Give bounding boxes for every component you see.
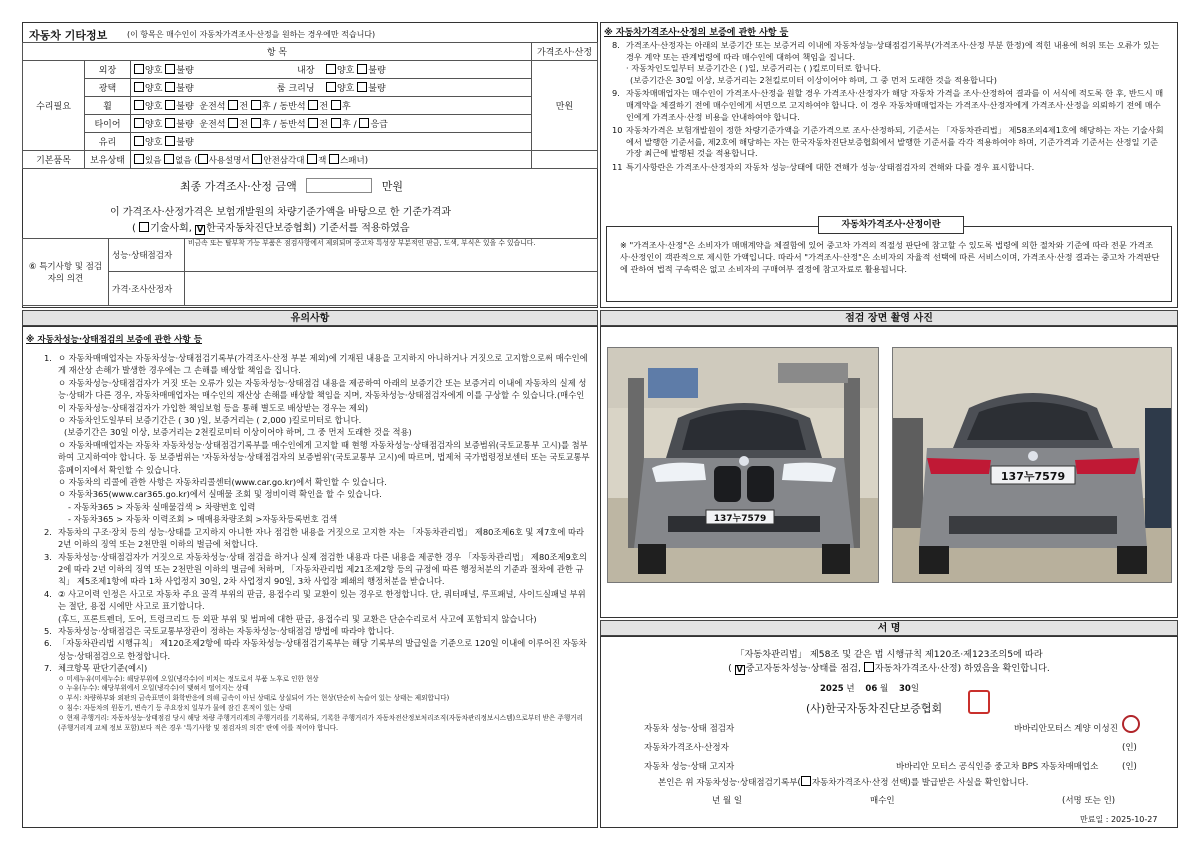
passenger-seat: 동반석 (279, 120, 306, 130)
etc-info-note: (이 항목은 매수인이 자동차가격조사·산정을 원하는 경우에만 적습니다) (127, 30, 376, 39)
notifier-name: 바바리안 모터스 공식인증 중고차 BPS 자동차매매업소 (896, 762, 1099, 772)
checkbox[interactable] (228, 100, 238, 110)
front-photo (607, 347, 879, 583)
date-blank: 년 월 일 (712, 796, 743, 806)
notice-item (44, 613, 590, 625)
checkbox[interactable] (134, 64, 144, 74)
paren: ( (194, 155, 198, 166)
item-text: ㅇ 자동차매매업자는 자동차성능·상태점검기록부(가격조사·산정 부분 제외)에 기재된 내용을 고지하지 아니하거나 거짓으로 고지함으로써 매수인에게 재산상 손해가 발생한 경우에는 그 손해를 배상할 책임을 집니다. (58, 353, 588, 376)
item-num: 4. (44, 588, 52, 599)
price-label: 자동차가격조사·산정자 (644, 743, 729, 753)
item-text: 자동차성능·상태점검자가 거짓으로 자동차성능·상태 점검을 하거나 실제 점검한 내용과 다른 내용을 제공한 경우 「자동차관리법」 제80조제9호의2에 따라 2년 이하의 징역 또는 2천만원 이하의 벌금에 처하며, 「자동차관리법 제21조제2항 등의 규정에 따른 행정처분의 기준과 절차에 관한 규칙」 제5조제1항에 따라 1차 사업정지 30일, 2차 사업정지 90일, 3차 사업장 폐쇄의 행정처분을 받습니다. (58, 551, 587, 587)
repair-label: 수리필요 (23, 61, 85, 151)
checkbox[interactable] (165, 64, 175, 74)
item-text: 가격조사·산정자는 아래의 보증기간 또는 보증거리 이내에 자동차성능·상태점검기록부(가격조사·산정 부분 한정)에 적힌 내용에 허위 또는 오류가 있는 경우 계약 또는 관계법령에 따라 매수인에 대하여 책임을 집니다. (626, 40, 1160, 62)
item-num: 3. (44, 551, 52, 562)
criteria-item: ㅇ 부식: 차량하부와 외판의 금속표면이 화학반응에 의해 금속이 아닌 상태로 상실되어 가는 현상(단순히 녹슬어 있는 상태는 제외합니다) (58, 694, 450, 703)
item-num: 1. (44, 353, 52, 363)
notice-item (44, 426, 590, 438)
opt-have: 있음 (145, 155, 162, 166)
basis-tail: ) 기준서를 적용하였음 (312, 223, 410, 234)
row-wheel: 휠 (85, 97, 131, 115)
item-text: · 자동차인도일부터 보증기간은 ( )일, 보증거리는 ( )킬로미터로 합니다. (626, 63, 881, 74)
inspector-name: 바바리안모터스 계양 이성진 (1014, 724, 1118, 734)
checkbox[interactable] (134, 136, 144, 146)
notice-item (44, 352, 590, 377)
item-text: - 자동차365 > 자동차 이력조회 > 매매용차량조회 >자동차등록번호 검색 (68, 514, 338, 525)
year-unit: 년 (846, 684, 855, 694)
checkbox[interactable] (357, 82, 367, 92)
notice-item (44, 551, 590, 588)
checkbox[interactable] (165, 82, 175, 92)
price-opinion (185, 272, 598, 306)
notice-item (44, 662, 590, 674)
year-value: 2025 (820, 684, 844, 694)
notifier-row (644, 760, 1144, 772)
item-text: ㅇ 자동차성능·상태점검자가 거짓 또는 오류가 있는 자동차성능·상태점검 내용을 제공하여 아래의 보증기간 또는 보증거리 이내에 자동차의 실제 성능·상태가 다른 경우, 자동차매매업자는 매수인의 재산상 손해를 배상할 책임을 지며, 자동차성능·상태점검자에게 이를 구상할 수 있습니다.(매수인이 자동차성능·상태점검자가 가입한 책임보험 등을 통해 별도로 배상받는 경우는 제외) (58, 377, 587, 413)
checkbox[interactable] (251, 118, 261, 128)
day-unit: 일 (910, 684, 920, 694)
price-definition-title: 자동차가격조사·산정이란 (818, 216, 964, 234)
org-stamp (968, 690, 990, 714)
guarantee-item (612, 125, 1168, 160)
row-glass-values (131, 133, 532, 151)
notice-item (44, 439, 590, 476)
item-text: ㅇ 자동차인도일부터 보증기간은 ( 30 )일, 보증거리는 ( 2,000 )킬로미터로 합니다. (58, 415, 362, 426)
checkbox[interactable] (357, 64, 367, 74)
checkbox[interactable] (164, 154, 174, 164)
photos-header: 점검 장면 촬영 사진 (600, 310, 1178, 326)
front: 전 (319, 120, 329, 130)
price-row (644, 741, 1144, 753)
guarantee-item (612, 63, 1168, 75)
item-text: 자동차가격은 보험개발원이 정한 차량기준가액을 기준가격으로 조사·산정하되, 기준서는 「자동차관리법」 제58조의4제1호에 해당하는 자는 기술사회에서 발행한 기준서를, 제2호에 해당하는 자는 한국자동차진단보증협회에서 발행한 기준서를 각각 적용하여야 하며, 기준가격과 기준서는 산정일 기준 가장 최근에 발행된 것을 적용합니다. (626, 125, 1164, 159)
item-text: ㅇ 자동차의 리콜에 관한 사항은 자동차리콜센터(www.car.go.kr)에서 확인할 수 있습니다. (58, 477, 387, 488)
row-retained-values (131, 151, 532, 169)
opt-jack: 잭 (318, 155, 327, 166)
perf-text: 비금속 또는 탈부착 가능 부품은 점검사항에서 제외되며 중고차 특성상 부분적인 판금, 도색, 부식은 있을 수 있습니다. (185, 239, 598, 272)
checkbox-price-check[interactable] (864, 662, 874, 672)
item-text: 「자동차관리법 시행규칙」 제120조제2항에 따라 자동차성능·상태점검기록부는 해당 기록부의 발급일을 기준으로 120일 이내에 이루어진 자동차 성능·상태점검으로 한정합니다. (58, 638, 587, 661)
checkbox[interactable] (165, 100, 175, 110)
checkbox[interactable] (198, 154, 208, 164)
row-interior: 내장 (297, 66, 315, 76)
opt-good: 양호 (336, 84, 355, 94)
opt-manual: 사용설명서 (208, 155, 250, 166)
item-num: 6. (44, 638, 52, 649)
opt-good: 양호 (145, 102, 163, 112)
driver-seat: 운전석 (199, 120, 226, 130)
signature-header: 서 명 (600, 620, 1178, 636)
notice-item (44, 377, 590, 414)
col-price: 가격조사·산정 (532, 43, 598, 61)
notice-item (44, 588, 590, 613)
sign-line2 (600, 660, 1178, 675)
notice-item (44, 625, 590, 637)
notice-item (44, 526, 590, 551)
opt-bad: 불량 (368, 66, 386, 76)
car-front-image (608, 348, 879, 583)
rear: 후 (341, 120, 351, 130)
item-text: 체크항목 판단기준(예시) (58, 663, 148, 674)
inspector-label: 자동차 성능·상태 점검자 (644, 724, 735, 734)
item-num: 9. (612, 88, 620, 99)
final-price-unit: 만원 (381, 180, 404, 193)
opt-bad: 불량 (176, 84, 194, 94)
item-num: 7. (44, 663, 52, 674)
checkbox[interactable] (326, 64, 336, 74)
guarantee-item (612, 75, 1168, 87)
checkbox[interactable] (308, 118, 318, 128)
front: 전 (239, 120, 249, 130)
checkbox[interactable] (134, 82, 144, 92)
seal-mark: (인) (1122, 762, 1137, 772)
driver-seat: 운전석 (199, 102, 226, 112)
notice-title: ※ 자동차성능·상태점검의 보증에 관한 사항 등 (26, 335, 203, 345)
item-text: ② 사고이력 인정은 사고로 자동차 주요 골격 부위의 판금, 용접수리 및 교환이 있는 경우로 한정합니다. 단, 쿼터패널, 루프패널, 사이드실패널 부위는 절단, 용접 시에만 사고로 표기합니다. (58, 588, 586, 612)
final-price-input[interactable] (306, 178, 372, 193)
opt-good: 양호 (145, 84, 163, 94)
price-definition-text: ※ "가격조사·산정"은 소비자가 매매계약을 체결함에 있어 중고차 가격의 적절성 판단에 참고할 수 있도록 법령에 의한 절차와 기준에 따라 전문 가격조사·산정인이 객관적으로 제시한 가액입니다. 따라서 "가격조사·산정"은 소비자의 자율적 선택에 따른 서비스이며, 가격조사·산정 결과는 중고차 가격판단에 관하여 법적 구속력은 없고 소비자의 구매여부 결정에 참고자료로 활용됩니다. (620, 240, 1160, 274)
rear-plate: 137누7579 (1000, 470, 1066, 483)
criteria-item: ㅇ 누유(누수): 해당부위에서 오일(냉각수)이 맺혀서 떨어지는 상태 (58, 684, 249, 693)
notice-item (44, 501, 590, 513)
notice-item (44, 414, 590, 426)
slash: / (353, 120, 357, 130)
item-num: 11 (612, 161, 623, 172)
sign-line2b: 자동차가격조사·산정) 하였음을 확인합니다. (874, 663, 1050, 674)
item-text: 자동차성능·상태점검은 국토교통부장관이 정하는 자동차성능·상태점검 방법에 따라야 합니다. (58, 625, 395, 636)
etc-info-table (22, 42, 598, 169)
sign-org: (사)한국자동차진단보증협회 (806, 702, 943, 715)
opt-bad: 불량 (176, 102, 194, 112)
item-num: 2. (44, 526, 52, 537)
inspector-row (644, 722, 1144, 734)
seal-mark: (인) (1122, 743, 1137, 753)
notifier-label: 자동차 성능·상태 고지자 (644, 762, 735, 772)
guarantee-item (612, 162, 1168, 174)
row-cleaning: 룸 크리닝 (276, 84, 315, 94)
price-guarantee-title: ※ 자동차가격조사·산정의 보증에 관한 사항 등 (604, 28, 789, 38)
checkbox[interactable] (252, 154, 262, 164)
opt-good: 양호 (145, 138, 163, 148)
guarantee-item (612, 88, 1168, 123)
col-item: 항 목 (23, 43, 532, 61)
checkbox[interactable] (331, 100, 341, 110)
checkbox[interactable] (251, 100, 261, 110)
checkbox[interactable] (326, 82, 336, 92)
receipt-b: 자동차가격조사·산정 선택)를 발급받은 사실을 확인합니다. (811, 778, 1029, 788)
checkbox[interactable] (165, 118, 175, 128)
opt-good: 양호 (145, 120, 163, 130)
opt-bad: 불량 (176, 66, 194, 76)
paren: ) (364, 155, 369, 166)
row-retained: 보유상태 (85, 151, 131, 169)
etc-info-title: 자동차 기타정보 (29, 29, 108, 42)
month-unit: 월 (879, 684, 889, 694)
item-num: 5. (44, 625, 52, 636)
price-guarantee-list (612, 40, 1168, 174)
checkbox[interactable] (165, 136, 175, 146)
rear-photo (892, 347, 1172, 583)
item-text: 자동차매매업자는 매수인이 가격조사·산정을 원할 경우 가격조사·산정자가 해당 자동차 가격을 조사·산정하여 결과를 이 서식에 적도록 한 후, 반드시 매매계약을 체결하기 전에 매수인에게 서면으로 고지하여야 합니다. 이 경우 자동차매매업자는 가격조사·산정자에게 가격조사·산정을 의뢰하기 전에 매수인에게 가격조사·산정 비용을 안내하여야 합니다. (626, 88, 1164, 122)
price-unit: 만원 (532, 61, 598, 151)
checkbox-kadia[interactable]: V (196, 225, 204, 234)
item-text: ㅇ 자동차365(www.car365.go.kr)에서 실매물 조회 및 정비이력 확인을 할 수 있습니다. (58, 489, 382, 500)
item-num: 10 (612, 125, 623, 136)
opt-spanner: 스패너 (340, 155, 365, 166)
basis-opt1: 기술사회 (150, 223, 189, 234)
checkbox[interactable] (307, 154, 317, 164)
basis-opt2: 한국자동차진단보증협회 (206, 223, 313, 234)
receipt-a: 본인은 위 자동차성능·상태점검기록부( (658, 778, 801, 788)
notice-item (44, 488, 590, 500)
buyer-label: 매수인 (870, 796, 895, 806)
month-value: 06 (865, 684, 878, 694)
notice-item (44, 637, 590, 662)
front-plate: 137누7579 (713, 514, 767, 524)
opt-bad: 불량 (176, 138, 194, 148)
row-tire-values (131, 115, 532, 133)
paren: ( (728, 663, 732, 674)
price-label: 가격·조사산정자 (109, 272, 185, 306)
rear: 후 (261, 102, 271, 112)
notice-header: 유의사항 (22, 310, 598, 326)
criteria-item: ㅇ 미세누유(미세누수): 해당부위에 오일(냉각수)이 비치는 정도로서 부품 노후로 인한 현상 (58, 674, 319, 683)
opt-good: 양호 (145, 66, 163, 76)
day-value: 30 (898, 684, 911, 694)
item-text: (후드, 프론트펜더, 도어, 트렁크리드 등 외판 부위 및 범퍼에 대한 판금, 용접수리 및 교환은 단순수리로서 사고에 포함되지 않습니다) (58, 613, 537, 624)
price-cell (532, 151, 598, 169)
basic-label: 기본품목 (23, 151, 85, 169)
row-gloss-values (131, 79, 532, 97)
expiry: 만료일 : 2025-10-27 (1080, 815, 1158, 824)
row-wheel-values (131, 97, 532, 115)
checkbox-tech-society[interactable] (139, 222, 149, 232)
item-text: 자동차의 구조·장치 등의 성능·상태를 고지하지 아니한 자나 점검한 내용을 거짓으로 고지한 자는 「자동차관리법」 제80조제6호 및 제7호에 따라 2년 이하의 징역 또는 2천만원 이하의 벌금에 처합니다. (58, 526, 584, 550)
item-text: - 자동차365 > 자동차 실매물검색 > 차량번호 입력 (68, 501, 256, 512)
receipt-row (658, 776, 1028, 788)
sign-line2a: 중고자동차성능·상태를 점검, (745, 663, 861, 674)
sign-line1: 「자동차관리법」 제58조 및 같은 법 시행규칙 제120조·제123조의5에 따라 (735, 649, 1043, 660)
checkbox[interactable] (329, 154, 339, 164)
row-exterior: 외장 (85, 61, 131, 79)
item-text: (보증기간은 30일 이상, 보증거리는 2천킬로미터 이상이어야 하며, 그 중 먼저 도래한 것을 적용) (64, 427, 412, 438)
sign-date (820, 682, 919, 694)
checkbox-receipt-price[interactable] (801, 776, 811, 786)
final-price-row (180, 178, 403, 194)
opt-emergency: 응급 (370, 120, 388, 130)
guarantee-item (612, 40, 1168, 63)
basis-line1: 이 가격조사·산정가격은 보험개발원의 차량기준가액을 바탕으로 한 기준가격과 (110, 207, 452, 218)
rear: 후 (341, 102, 351, 112)
special-table (22, 238, 598, 306)
buyer-sign: (서명 또는 인) (1062, 796, 1116, 806)
opt-triangle: 안전삼각대 (263, 155, 305, 166)
front: 전 (319, 102, 329, 112)
item-num: 8. (612, 40, 620, 50)
opt-bad: 불량 (176, 120, 194, 130)
checkbox-perf-check[interactable]: V (736, 665, 743, 674)
row-gloss: 광택 (85, 79, 131, 97)
item-text: ㅇ 자동차매매업자는 자동차 자동차성능·상태점검기록부를 매수인에게 고지할 때 현행 자동차성능·상태점검자의 보증범위(국토교통부 고시)를 첨부하여 고지하여야 합니다. 동 보증범위는 '자동차성능·상태점검자의 보증범위'(국토교통부 고시)에 따르며, 법제처 국가법령정보센터 또는 국토교통부 홈페이지에서 확인할 수 있습니다. (58, 439, 590, 475)
notice-list (44, 352, 590, 733)
slash: / (273, 120, 277, 130)
final-price-label: 최종 가격조사·산정 금액 (180, 180, 297, 193)
car-rear-image (893, 348, 1172, 583)
perf-label: 성능·상태점검자 (109, 239, 185, 272)
criteria-item: ㅇ 침수: 자동차의 원동기, 변속기 등 주요장치 일부가 물에 잠긴 흔적이 있는 상태 (58, 703, 292, 712)
opt-bad: 불량 (368, 84, 386, 94)
checkbox[interactable] (134, 118, 144, 128)
item-text: 특기사항란은 가격조사·산정자의 자동차 성능·상태에 대한 견해가 성능·상태점검자의 견해와 다를 경우 표시합니다. (626, 161, 1035, 172)
special-label: ⑥ 특기사항 및 점검자의 의견 (23, 239, 109, 306)
opt-good: 양호 (336, 66, 355, 76)
checkbox[interactable] (359, 118, 369, 128)
row-tire: 타이어 (85, 115, 131, 133)
inspector-seal (1122, 715, 1140, 733)
checkbox[interactable] (228, 118, 238, 128)
checkbox[interactable] (308, 100, 318, 110)
row-exterior-values (131, 61, 532, 79)
checkbox[interactable] (331, 118, 341, 128)
item-text: (보증기간은 30일 이상, 보증거리는 2천킬로미터 이상이어야 하며, 그 중 먼저 도래한 것을 적용합니다) (630, 74, 997, 85)
notice-item (44, 476, 590, 488)
passenger-seat: 동반석 (279, 102, 306, 112)
opt-none: 없음 (175, 155, 192, 166)
notice-item (44, 513, 590, 525)
checkbox[interactable] (134, 100, 144, 110)
criteria-list (44, 675, 590, 734)
row-glass: 유리 (85, 133, 131, 151)
criteria-item: ㅇ 현재 주행거리: 자동차성능·상태점검 당시 해당 차량 주행거리계의 주행거리를 기록하되, 기록한 주행거리가 자동차전산정보처리조직(자동차관리정보시스템)으로부터 받은 주행거리(주행거리계 교체 정보 포함)보다 적은 경우 '특기사항 및 점검자의 의견' 란에 이를 적어야 합니다. (58, 713, 583, 732)
rear: 후 (261, 120, 271, 130)
paren: ( (132, 223, 136, 234)
checkbox[interactable] (134, 154, 144, 164)
basis-line2: ( 기술사회, V 한국자동차진단보증협회) 기준서를 적용하였음 (132, 223, 410, 234)
buyer-row (712, 794, 1132, 806)
slash: / (273, 102, 277, 112)
front: 전 (239, 102, 249, 112)
